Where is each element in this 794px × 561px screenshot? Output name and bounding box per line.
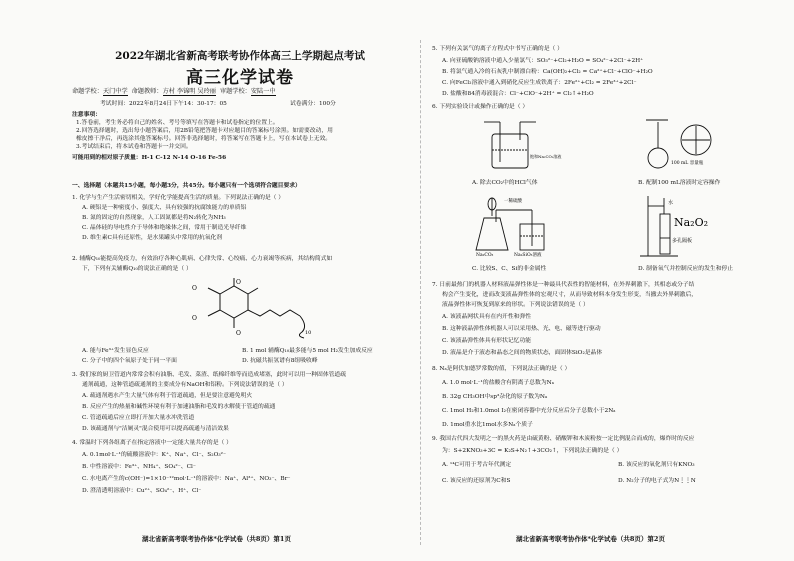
option-b: B. 这种液晶弹性体机器人可以采用热、光、电、磁等进行驱动: [442, 326, 601, 332]
option-d: D. 抗磁共振氢谱有8组吸收峰: [242, 358, 318, 364]
page-divider: [420, 40, 422, 545]
note-line: 2.回答选择题时，选出每小题答案后，用2B铅笔把答题卡对应题目的答案标号涂黑。如需要改动，用: [76, 128, 333, 134]
question-stem: 9. 我国古代四大发明之一的黑火药是由硫黄粉、硝酸钾和木炭粉按一定比例混合而成的，爆炸时的反应: [432, 436, 695, 442]
option-d: D. 制备氧气并控制反应的发生和停止: [638, 266, 734, 272]
note-line: 橡皮擦干净后，再选涂其他答案标号。回答非选择题时，将答案写在答题卡上，写在本试卷上无效。: [76, 136, 332, 142]
gas-washing-bottle-diagram: [472, 120, 562, 172]
question-stem: 4. 常温时下列各组离子在指定溶液中一定能大量共存的是（ ）: [72, 440, 232, 446]
subscript-10: 10: [305, 330, 312, 336]
carbonate-label: Na₂CO₃: [476, 253, 494, 258]
option-b: B. 氮的固定的自然现象，人工固氮都是将N₂转化为NH₃: [82, 215, 226, 221]
option-c: C. 管道疏通后应立即打开加大量水冲洗管道: [82, 415, 195, 421]
question-stem: 8. Nₐ是阿伏加德罗常数的值，下列说法正确的是（ ）: [432, 366, 571, 372]
option-a: A. 能与Fe³⁺发生显色反应: [82, 348, 149, 354]
option-a: A. 该液晶网状具有在内开性和弹性: [442, 314, 532, 320]
option-b: B. 该反应的氧化剂只有KNO₃: [618, 462, 695, 468]
atomic-mass-line: 可能用到的相对原子质量：H-1 C-12 N-14 O-16 Fe-56: [72, 155, 227, 161]
porous-plate-label: 多孔隔板: [672, 238, 693, 244]
option-c: C. 1mol H₂和1.0mol I₂在密闭容器中充分反应后分子总数小于2Nₐ: [442, 408, 616, 414]
water-label: 水: [668, 200, 674, 206]
option-b: B. 配制100 mL溶液时定容操作: [638, 180, 721, 186]
flask-label: 100 mL 容量瓶: [671, 161, 704, 166]
silicate-label: Na₂SiO₃溶液: [514, 253, 542, 258]
option-b: B. 32g CH₃OH中sp³杂化的原子数为Nₐ: [442, 394, 548, 400]
oxygen-generator-diagram: [638, 192, 728, 260]
option-c: C. 比较S、C、Si的非金属性: [472, 266, 547, 272]
question-stem-cont: 为：S+2KNO₃+3C = K₂S+N₂↑+3CO₂↑，下列说法正确的是（ ）: [442, 448, 623, 454]
svg-text:O: O: [236, 330, 241, 337]
question-stem: 2. 辅酶Q₁₀能提高免疫力，有效治疗各种心肌病、心律失常、心绞痛、心力衰竭等疾病，其结构简式如: [72, 256, 333, 262]
notes-title: 注意事项：: [72, 112, 101, 118]
option-d: D. 澄清透明溶液中：Cu²⁺、SO₄²⁻、H⁺、Cl⁻: [82, 488, 202, 494]
question-stem: 5. 下列有关氯气的离子方程式中书写正确的是（ ）: [432, 46, 563, 52]
coenzyme-q10-structure: [190, 280, 320, 340]
option-d: D. 液晶是介于液态和晶态之间的物质状态，面固体SiO₂是晶体: [442, 350, 603, 356]
option-b: B. 反应产生的热量和碱性环境有利于加速油脂和毛发的水解使于管道的疏通: [82, 404, 276, 410]
question-stem-cont: 构会产生变化，进而改变液晶弹性体的宏观尺寸，从而导致材料本身发生形变，当撤去外界刺激后，: [442, 292, 698, 298]
full-score: 试卷满分：100分: [290, 101, 336, 107]
option-a: A. ¹⁴C可用于考古年代测定: [442, 462, 512, 468]
exam-time: 考试时间：2022年8月24日下午14：30-17：05: [100, 101, 227, 107]
exam-title: 2022年湖北省新高考联考协作体高三上学期起点考试: [115, 50, 365, 62]
option-c: C. 水电离产生的c(OH⁻)=1×10⁻¹²mol·L⁻¹的溶液中：Na⁺、Al³⁺、NO₃⁻、Br⁻: [82, 476, 291, 482]
question-stem-cont: 通剂疏通，这种管道疏通剂的主要成分有NaOH和铝粉。下列说法错误的是（ ）: [82, 382, 288, 388]
option-a: A. 向亚硫酸钠溶液中通入少量氯气：SO₃²⁻+Cl₂+H₂O = SO₄²⁻+2Cl⁻+2H⁺: [442, 58, 644, 64]
option-c: C. 该液晶弹性体具有形状记忆功能: [442, 338, 532, 344]
acid-strength-comparison-diagram: [472, 196, 562, 258]
page-2: [432, 0, 772, 561]
option-b: B. 将氯气通入冷的石灰乳中制漂白粉：Ca(OH)₂+Cl₂ = Ca²⁺+Cl⁻+ClO⁻+H₂O: [442, 69, 653, 75]
option-a: A. 1.0 mol·L⁻¹的盐酸含有阴离子总数为Nₐ: [442, 380, 554, 386]
option-d: D. 盐酸和84消毒液混合：Cl⁻+ClO⁻+2H⁺ = Cl₂↑+H₂O: [442, 91, 594, 97]
option-d: D. 1mol重水比1mol水多Nₐ个质子: [442, 422, 533, 428]
option-c: C. 该反应的还原剂为C和S: [442, 478, 511, 484]
question-stem: 7. 日前最热门的机器人材料液晶弹性体是一种最具代表性的智能材料，在外界刺激下，其相态或分子结: [432, 282, 695, 288]
question-stem-cont: 下，下列有关辅酶Q₁₀的说法正确的是（ ）: [82, 266, 192, 272]
page-footer: 湖北省新高考联考协作体*化学试卷（共8页）第2页: [516, 535, 665, 543]
note-line: 3.考试结束后，将本试卷和答题卡一并交回。: [76, 144, 192, 150]
option-d: D. N₂分子的电子式为N⋮⋮N: [618, 478, 696, 484]
question-stem: 1. 化学与生产生活密切相关，学好化学能提高生活的质量。下列说法正确的是（ ）: [72, 195, 285, 201]
page-footer: 湖北省新高考联考协作体*化学试卷（共8页）第1页: [142, 535, 291, 543]
reagent-label: 饱和Na₂CO₃溶液: [530, 154, 562, 159]
option-a: A. 除去CO₂中的HCl气体: [472, 180, 538, 186]
option-d: D. 维生素C具有还原性，是水果罐头中常用的抗氧化剂: [82, 235, 223, 241]
section-heading: 一、选择题（本题共15小题，每小题3分，共45分。每小题只有一个选项符合题目要求）: [72, 183, 301, 189]
svg-text:O: O: [192, 285, 197, 292]
question-stem-cont: 液晶弹性体可恢复到原来的形状。下列说法错误的是（ ）: [442, 302, 589, 308]
option-a: A. 硬铝是一种密度小、强度大、具有较强的抗腐蚀能力的单质铝: [82, 205, 247, 211]
volumetric-flask-diagram: [638, 118, 738, 174]
option-d: D. 该疏通剂与"洁厕灵"混合使用可以提高疏通与清洁效果: [82, 426, 229, 432]
svg-text:O: O: [236, 279, 241, 286]
peroxide-label: Na₂O₂: [674, 216, 709, 229]
svg-text:O: O: [192, 315, 197, 322]
option-c: C. 晶体硅的导电性介于导体和绝缘体之间，常用于制造光导纤维: [82, 225, 247, 231]
question-stem: 3. 我们家的厨卫管道内常常会积有油脂、毛发、菜渣、纸棉纤维等而造成堵塞，此时可以用一种固体管道疏: [72, 372, 347, 378]
option-a: A. 0.1mol·L⁻¹的硫酸溶液中：K⁺、Na⁺、Cl⁻、S₂O₃²⁻: [82, 452, 227, 458]
note-line: 1.答卷前，考生务必将自己的姓名、考号等填写在答题卡和试卷指定的位置上。: [76, 120, 279, 126]
option-c: C. 向FeCl₂溶液中通入到硝化反应生成铁离子：2Fe²⁺+Cl₂ = 2Fe³⁺+2Cl⁻: [442, 80, 637, 86]
option-b: B. 1 mol 辅酶Q₁₀最多能与5 mol H₂发生加成反应: [242, 348, 373, 354]
option-c: C. 分子中的四个氧原子处于同一平面: [82, 358, 177, 364]
school-line: 命题学校：天门中学 命题教师：方村 李锦明 吴玲丽 审题学校：安陆一中: [72, 88, 276, 95]
paper-subtitle: 高三化学试卷: [186, 68, 294, 88]
question-stem: 6. 下列实验设计或操作正确的是（ ）: [432, 104, 529, 110]
option-b: B. 中性溶液中：Fe³⁺、NH₄⁺、SO₄²⁻、Cl⁻: [82, 464, 196, 470]
option-a: A. 疏通剂遇水产生大量气体有利于管道疏通，但是要注意避免明火: [82, 393, 253, 399]
acid-label: 一稀硫酸: [504, 199, 522, 204]
page-1: [72, 0, 408, 561]
